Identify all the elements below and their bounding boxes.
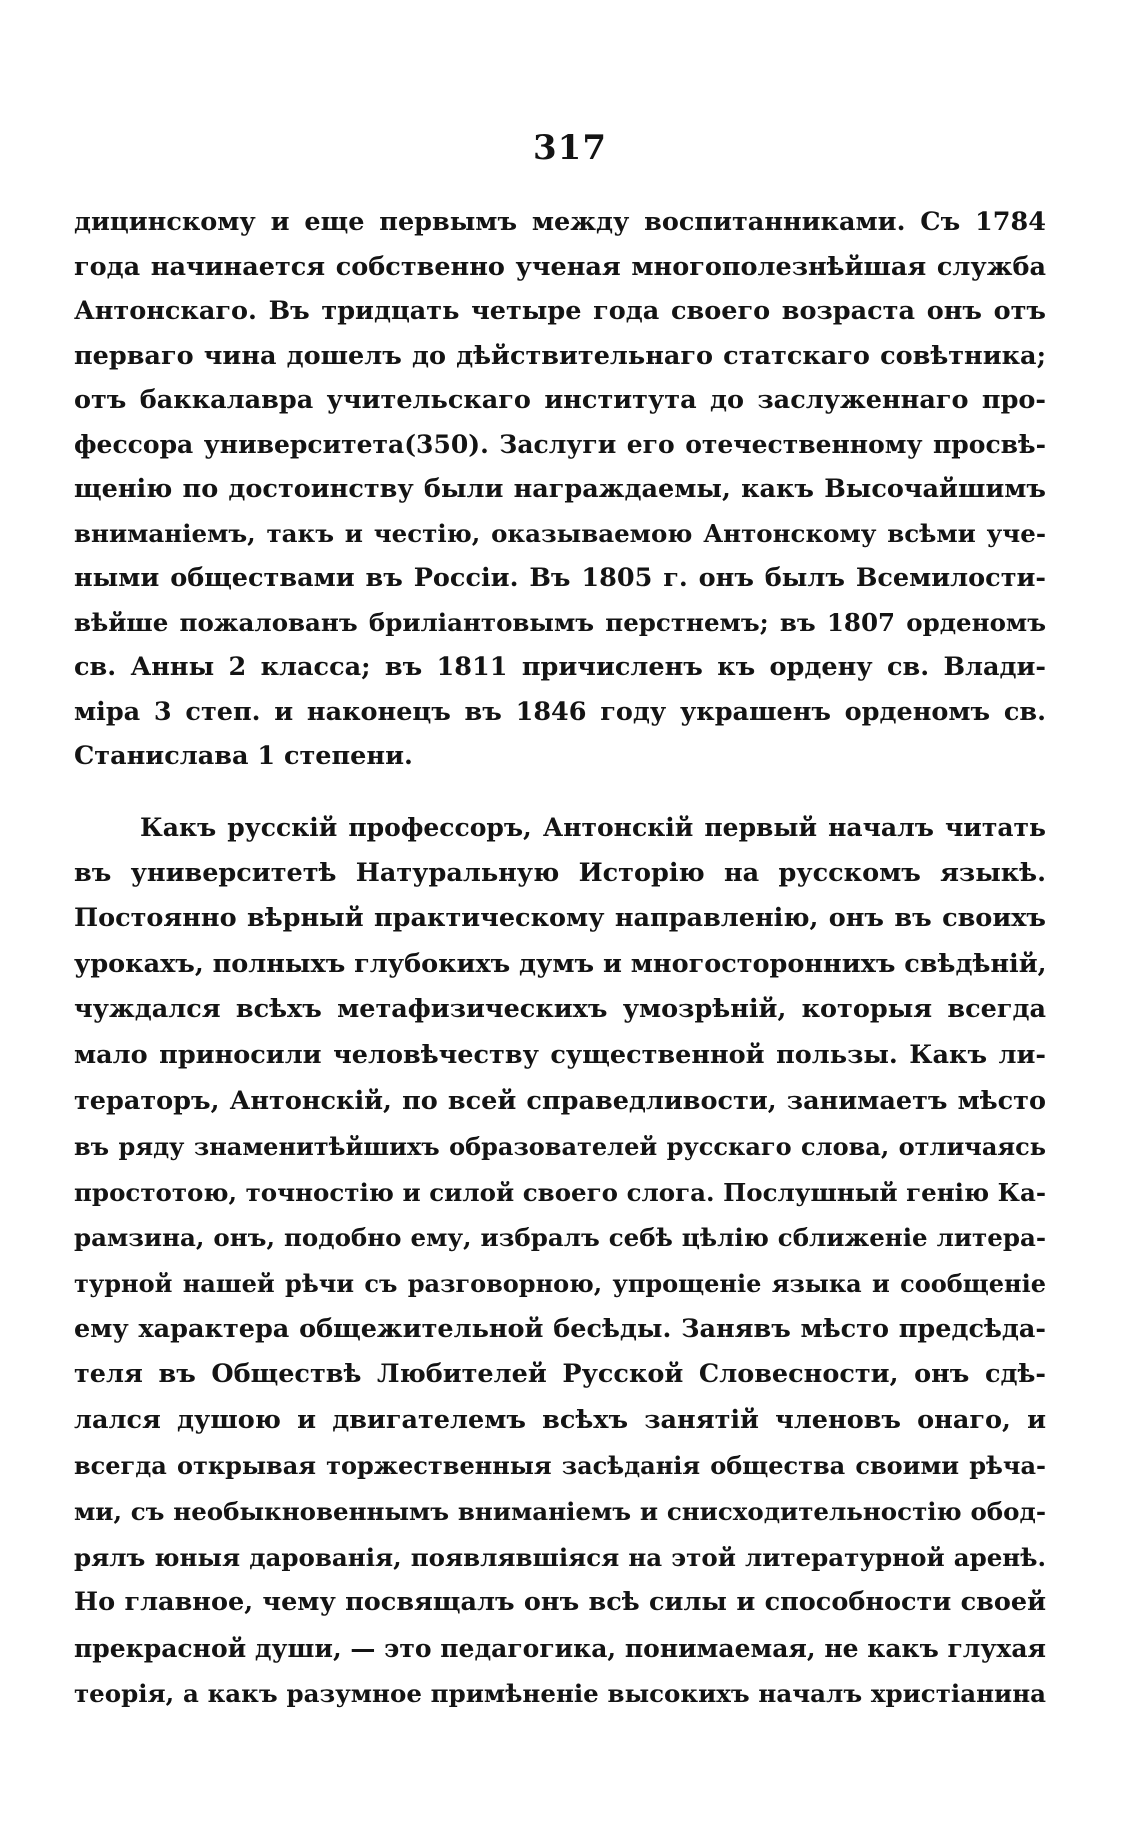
text-line: теля въ Обществѣ Любителей Русской Словесности, онъ сдѣ- (74, 1359, 1046, 1390)
page-number: 317 (533, 128, 607, 168)
text-line: щенію по достоинству были награждаемы, какъ Высочайшимъ (74, 474, 1046, 504)
text-line: въ ряду знаменитѣйшихъ образователей русскаго слова, отличаясь (74, 1132, 1046, 1162)
text-line: турной нашей рѣчи съ разговорною, упрощеніе языка и сообщеніе (74, 1268, 1046, 1298)
text-line: тераторъ, Антонскій, по всей справедливости, занимаетъ мѣсто (74, 1085, 1046, 1116)
text-line: Какъ русскій профессоръ, Антонскій первый началъ читать (140, 813, 1046, 842)
text-line: дицинскому и еще первымъ между воспитанниками. Съ 1784 (74, 207, 1046, 237)
text-line: рялъ юныя дарованія, появлявшіяся на этой литературной аренѣ. (74, 1542, 1046, 1572)
text-line: фессора университета(350). Заслуги его отечественному просвѣ- (74, 429, 1046, 459)
text-line: ными обществами въ Россіи. Въ 1805 г. онъ былъ Всемилости- (74, 563, 1046, 593)
text-line: теорія, а какъ разумное примѣненіе высокихъ началъ христіанина (74, 1679, 1046, 1709)
text-line: міра 3 степ. и наконецъ въ 1846 году украшенъ орденомъ св. (74, 696, 1046, 727)
text-line: мало приносили человѣчеству существенной пользы. Какъ ли- (74, 1039, 1046, 1070)
text-line: Но главное, чему посвящалъ онъ всѣ силы и способности своей (74, 1587, 1046, 1618)
text-line: прекрасной души, — это педагогика, понимаемая, не какъ глухая (74, 1633, 1046, 1663)
text-line: простотою, точностію и силой своего слога. Послушный генію Ка- (74, 1177, 1046, 1207)
text-line: года начинается собственно ученая многополезнѣйшая служба (74, 251, 1046, 282)
text-line: вѣйше пожалованъ бриліантовымъ перстнемъ; въ 1807 орденомъ (74, 607, 1046, 637)
paragraph-1 (74, 200, 1046, 779)
text-line: урокахъ, полныхъ глубокихъ думъ и многостороннихъ свѣдѣній, (74, 948, 1047, 979)
text-line: чуждался всѣхъ метафизическихъ умозрѣній, которыя всегда (74, 994, 1046, 1025)
text-line: Станислава 1 степени. (74, 741, 413, 771)
text-line: перваго чина дошелъ до дѣйствительнаго статскаго совѣтника; (74, 340, 1046, 371)
text-line: вниманіемъ, такъ и честію, оказываемою Антонскому всѣми уче- (74, 518, 1046, 548)
paragraph-2 (74, 805, 1046, 1717)
text-line: лался душою и двигателемъ всѣхъ занятій членовъ онаго, и (74, 1404, 1046, 1435)
text-line: рамзина, онъ, подобно ему, избралъ себѣ цѣлію сближеніе литера- (74, 1223, 1046, 1253)
text-line: ему характера общежительной бесѣды. Занявъ мѣсто предсѣда- (74, 1313, 1046, 1344)
text-line: всегда открывая торжественныя засѣданія общества своими рѣча- (74, 1451, 1046, 1481)
text-line: Антонскаго. Въ тридцать четыре года своего возраста онъ отъ (74, 296, 1046, 326)
text-line: ми, съ необыкновеннымъ вниманіемъ и снисходительностію обод- (74, 1496, 1046, 1526)
text-line: въ университетѣ Натуральную Исторію на русскомъ языкѣ. (74, 857, 1046, 888)
text-line: Постоянно вѣрный практическому направленію, онъ въ своихъ (74, 903, 1046, 934)
text-line: отъ баккалавра учительскаго института до заслуженнаго про- (74, 385, 1046, 415)
text-line: св. Анны 2 класса; въ 1811 причисленъ къ ордену св. Влади- (74, 652, 1046, 682)
